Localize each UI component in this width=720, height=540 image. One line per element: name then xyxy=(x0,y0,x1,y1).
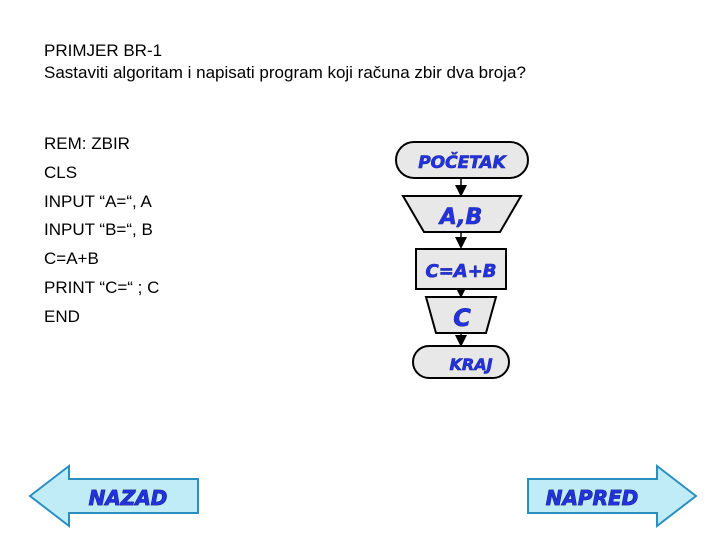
end-label: KRAJ xyxy=(449,355,493,374)
next-button-label: NAPRED xyxy=(545,486,639,510)
code-line-rem: REM: ZBIR xyxy=(44,134,130,153)
next-button[interactable] xyxy=(528,466,696,526)
code-line-cls: CLS xyxy=(44,162,78,182)
input-label: A,B xyxy=(439,205,483,230)
back-button-label: NAZAD xyxy=(88,486,168,510)
code-line-assign: C=A+B xyxy=(44,249,99,269)
output-label: C xyxy=(453,304,471,332)
page-title: PRIMJER BR-1 xyxy=(44,41,163,60)
start-label: POČETAK xyxy=(418,153,506,173)
code-line-input-b: INPUT “B=“, B xyxy=(44,220,153,240)
process-label: C=A+B xyxy=(425,261,497,282)
back-button[interactable] xyxy=(30,466,198,526)
code-line-print: PRINT “C=“ ; C xyxy=(44,277,160,297)
code-line-input-a: INPUT “A=“, A xyxy=(44,191,152,211)
task-description: Sastaviti algoritam i napisati program koji računa zbir dva broja? xyxy=(44,63,526,82)
code-line-end: END xyxy=(44,306,80,326)
